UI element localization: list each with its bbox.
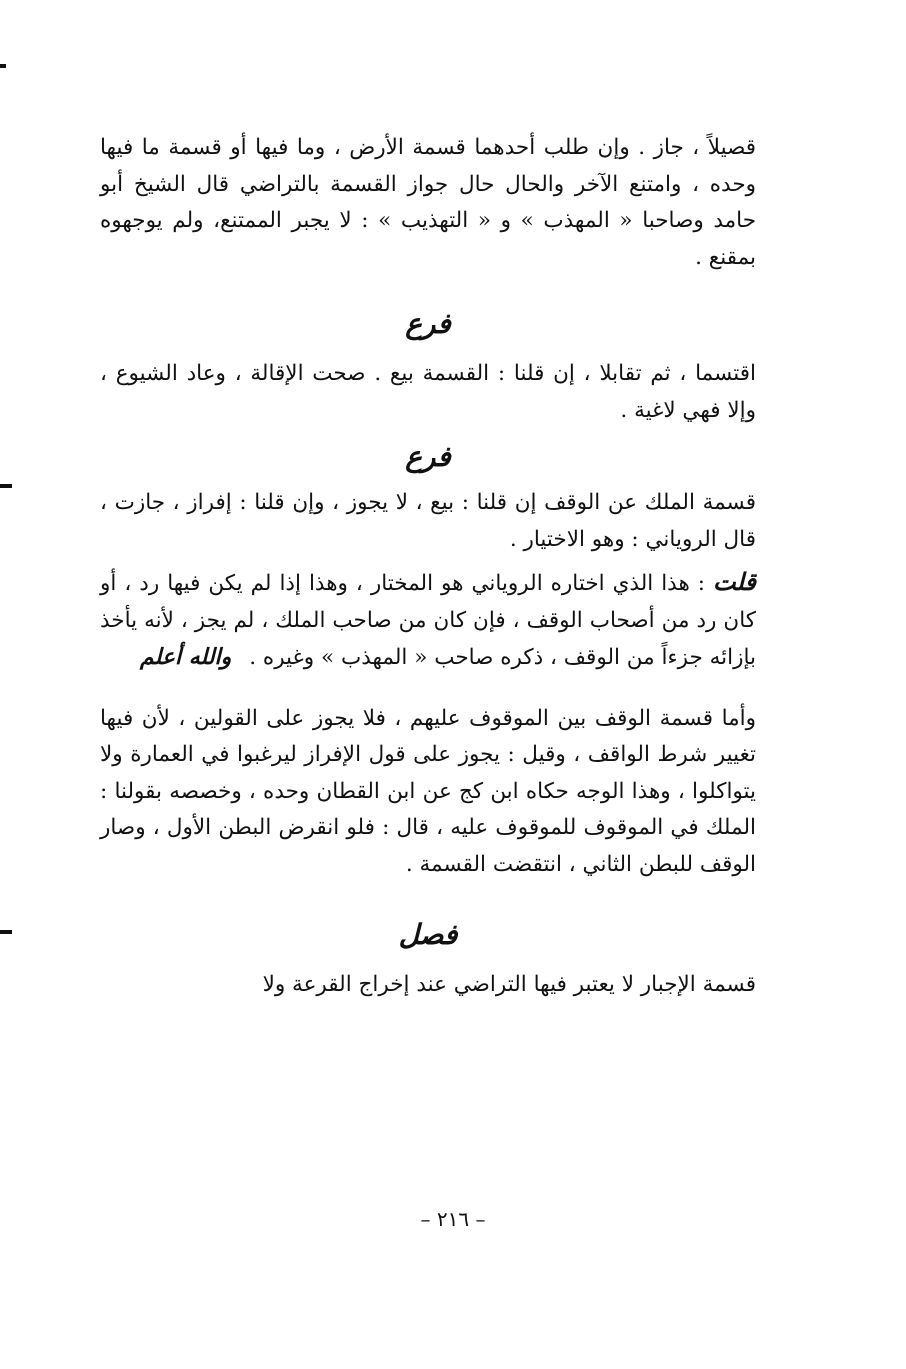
edge-mark: [0, 484, 12, 488]
paragraph: قسمة الملك عن الوقف إن قلنا : بيع ، لا يجوز ، وإن قلنا : إفراز ، جازت ، قال الروياني : وهو الاختيار .: [100, 490, 756, 552]
paragraph: قصيلاً ، جاز . وإن طلب أحدهما قسمة الأرض ، وما فيها أو قسمة ما فيها وحده ، وامتنع الآخر والحال حال جواز القسمة بالتراضي قال الشيخ أبو حامد وصاحبا « المهذب » و « التهذيب » : لا يجبر الممتنع، ولم يوجهوه بمقنع .: [100, 135, 756, 270]
paragraph: قسمة الإجبار لا يعتبر فيها التراضي عند إخراج القرعة ولا: [262, 972, 756, 997]
paragraph: [100, 564, 756, 677]
edge-mark: [0, 64, 6, 68]
section-heading: فصل: [398, 918, 458, 951]
page-number: – ٢١٦ –: [420, 1207, 486, 1231]
page-body: [100, 130, 756, 1004]
section-heading: فرع: [405, 307, 451, 340]
paragraph: اقتسما ، ثم تقابلا ، إن قلنا : القسمة بيع . صحت الإقالة ، وعاد الشيوع ، وإلا فهي لاغية .: [100, 361, 756, 423]
closing-phrase: والله أعلم: [139, 644, 232, 670]
edge-mark: [0, 930, 12, 934]
qult-lead: قلت: [713, 567, 756, 596]
paragraph-text: : هذا الذي اختاره الروياني هو المختار ، وهذا إذا لم يكن فيها رد ، أو كان رد من أصحاب الوقف ، فإن كان من صاحب الملك ، لم يجز ، لأنه يأخذ بإزائه جزءاً من الوقف ، ذكره صاحب « المهذب » وغيره .: [100, 571, 756, 670]
section-heading: فرع: [405, 440, 451, 473]
paragraph: وأما قسمة الوقف بين الموقوف عليهم ، فلا يجوز على القولين ، لأن فيها تغيير شرط الواقف ، وقيل : يجوز على قول الإفراز ليرغبوا في العمارة ولا يتواكلوا ، وهذا الوجه حكاه ابن كج عن ابن القطان وحده ، وخصصه بقولنا : الملك في الموقوف للموقوف عليه ، قال : فلو انقرض البطن الأول ، وصار الوقف للبطن الثاني ، انتقضت القسمة .: [100, 705, 756, 877]
